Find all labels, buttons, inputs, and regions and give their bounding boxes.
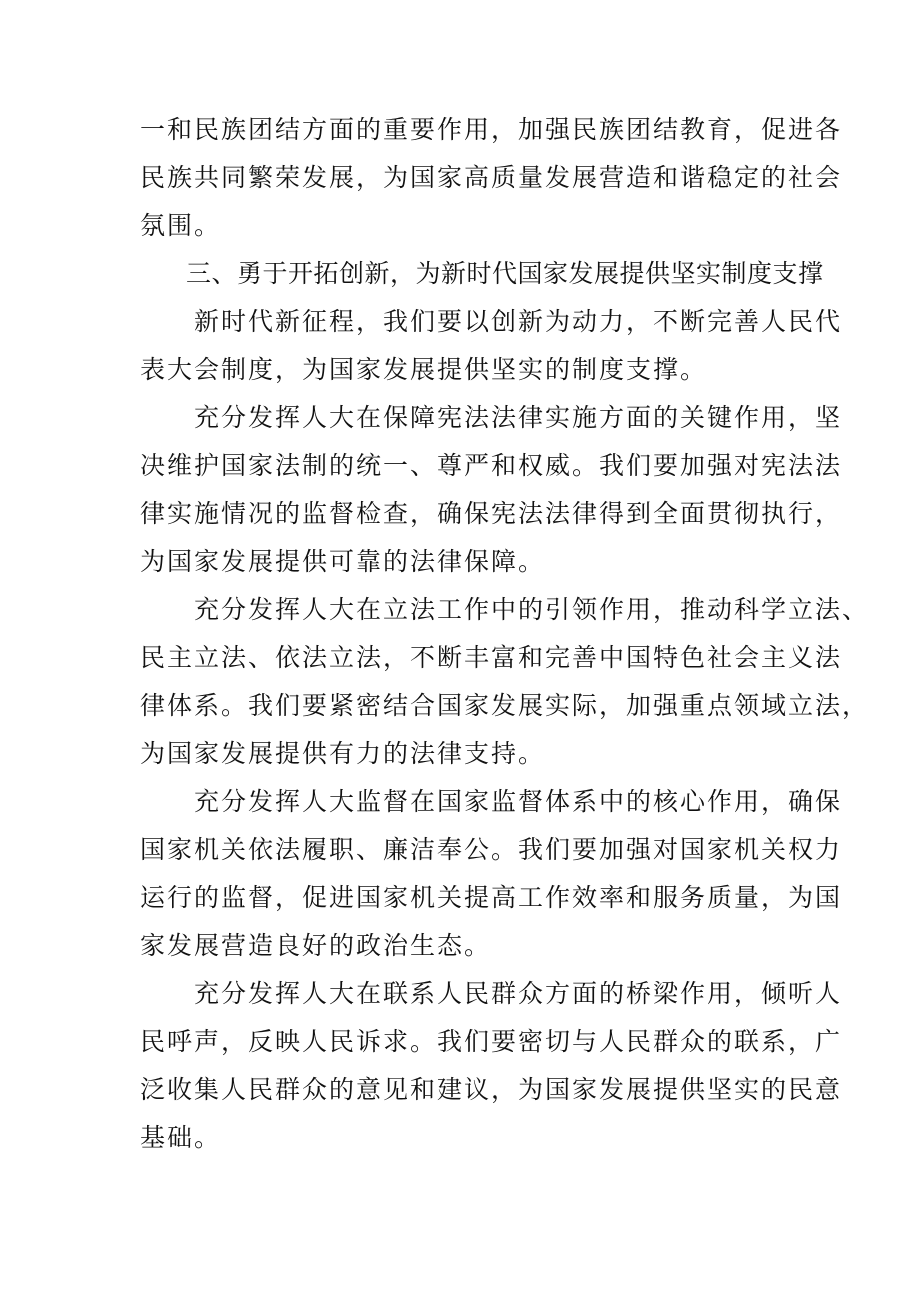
text-line: 氛围。	[140, 211, 222, 240]
text-line: 家发展营造良好的政治生态。	[140, 931, 492, 960]
paragraph-1	[140, 298, 843, 394]
text-line: 运行的监督，促进国家机关提高工作效率和服务质量，为国	[140, 883, 843, 912]
text-line: 律实施情况的监督检查，确保宪法法律得到全面贯彻执行，	[140, 499, 843, 528]
text-line: 新时代新征程，我们要以创新为动力，不断完善人民代	[140, 307, 843, 336]
paragraph-4	[140, 778, 843, 970]
text-line: 律体系。我们要紧密结合国家发展实际，加强重点领域立法，	[140, 691, 870, 720]
text-line: 充分发挥人大在联系人民群众方面的桥梁作用，倾听人	[140, 979, 843, 1008]
text-line: 充分发挥人大监督在国家监督体系中的核心作用，确保	[140, 787, 843, 816]
text-line: 表大会制度，为国家发展提供坚实的制度支撑。	[140, 355, 708, 384]
text-line: 民主立法、依法立法，不断丰富和完善中国特色社会主义法	[140, 643, 843, 672]
text-line: 为国家发展提供有力的法律支持。	[140, 739, 546, 768]
text-line: 民呼声，反映人民诉求。我们要密切与人民群众的联系，广	[140, 1027, 843, 1056]
text-line: 泛收集人民群众的意见和建议，为国家发展提供坚实的民意	[140, 1075, 843, 1104]
text-line: 基础。	[140, 1123, 222, 1152]
text-line: 充分发挥人大在立法工作中的引领作用，推动科学立法、	[140, 595, 870, 624]
text-line: 决维护国家法制的统一、尊严和权威。我们要加强对宪法法	[140, 451, 843, 480]
paragraph-3	[140, 586, 870, 778]
section-heading: 三、勇于开拓创新，为新时代国家发展提供坚实制度支撑	[186, 259, 824, 288]
text-line: 一和民族团结方面的重要作用，加强民族团结教育，促进各	[140, 115, 843, 144]
paragraph-2	[140, 394, 843, 586]
text-line: 为国家发展提供可靠的法律保障。	[140, 547, 546, 576]
text-line: 国家机关依法履职、廉洁奉公。我们要加强对国家机关权力	[140, 835, 843, 864]
text-line: 民族共同繁荣发展，为国家高质量发展营造和谐稳定的社会	[140, 163, 843, 192]
continuation-paragraph	[140, 106, 843, 250]
paragraph-5	[140, 970, 843, 1162]
text-line: 充分发挥人大在保障宪法法律实施方面的关键作用，坚	[140, 403, 843, 432]
